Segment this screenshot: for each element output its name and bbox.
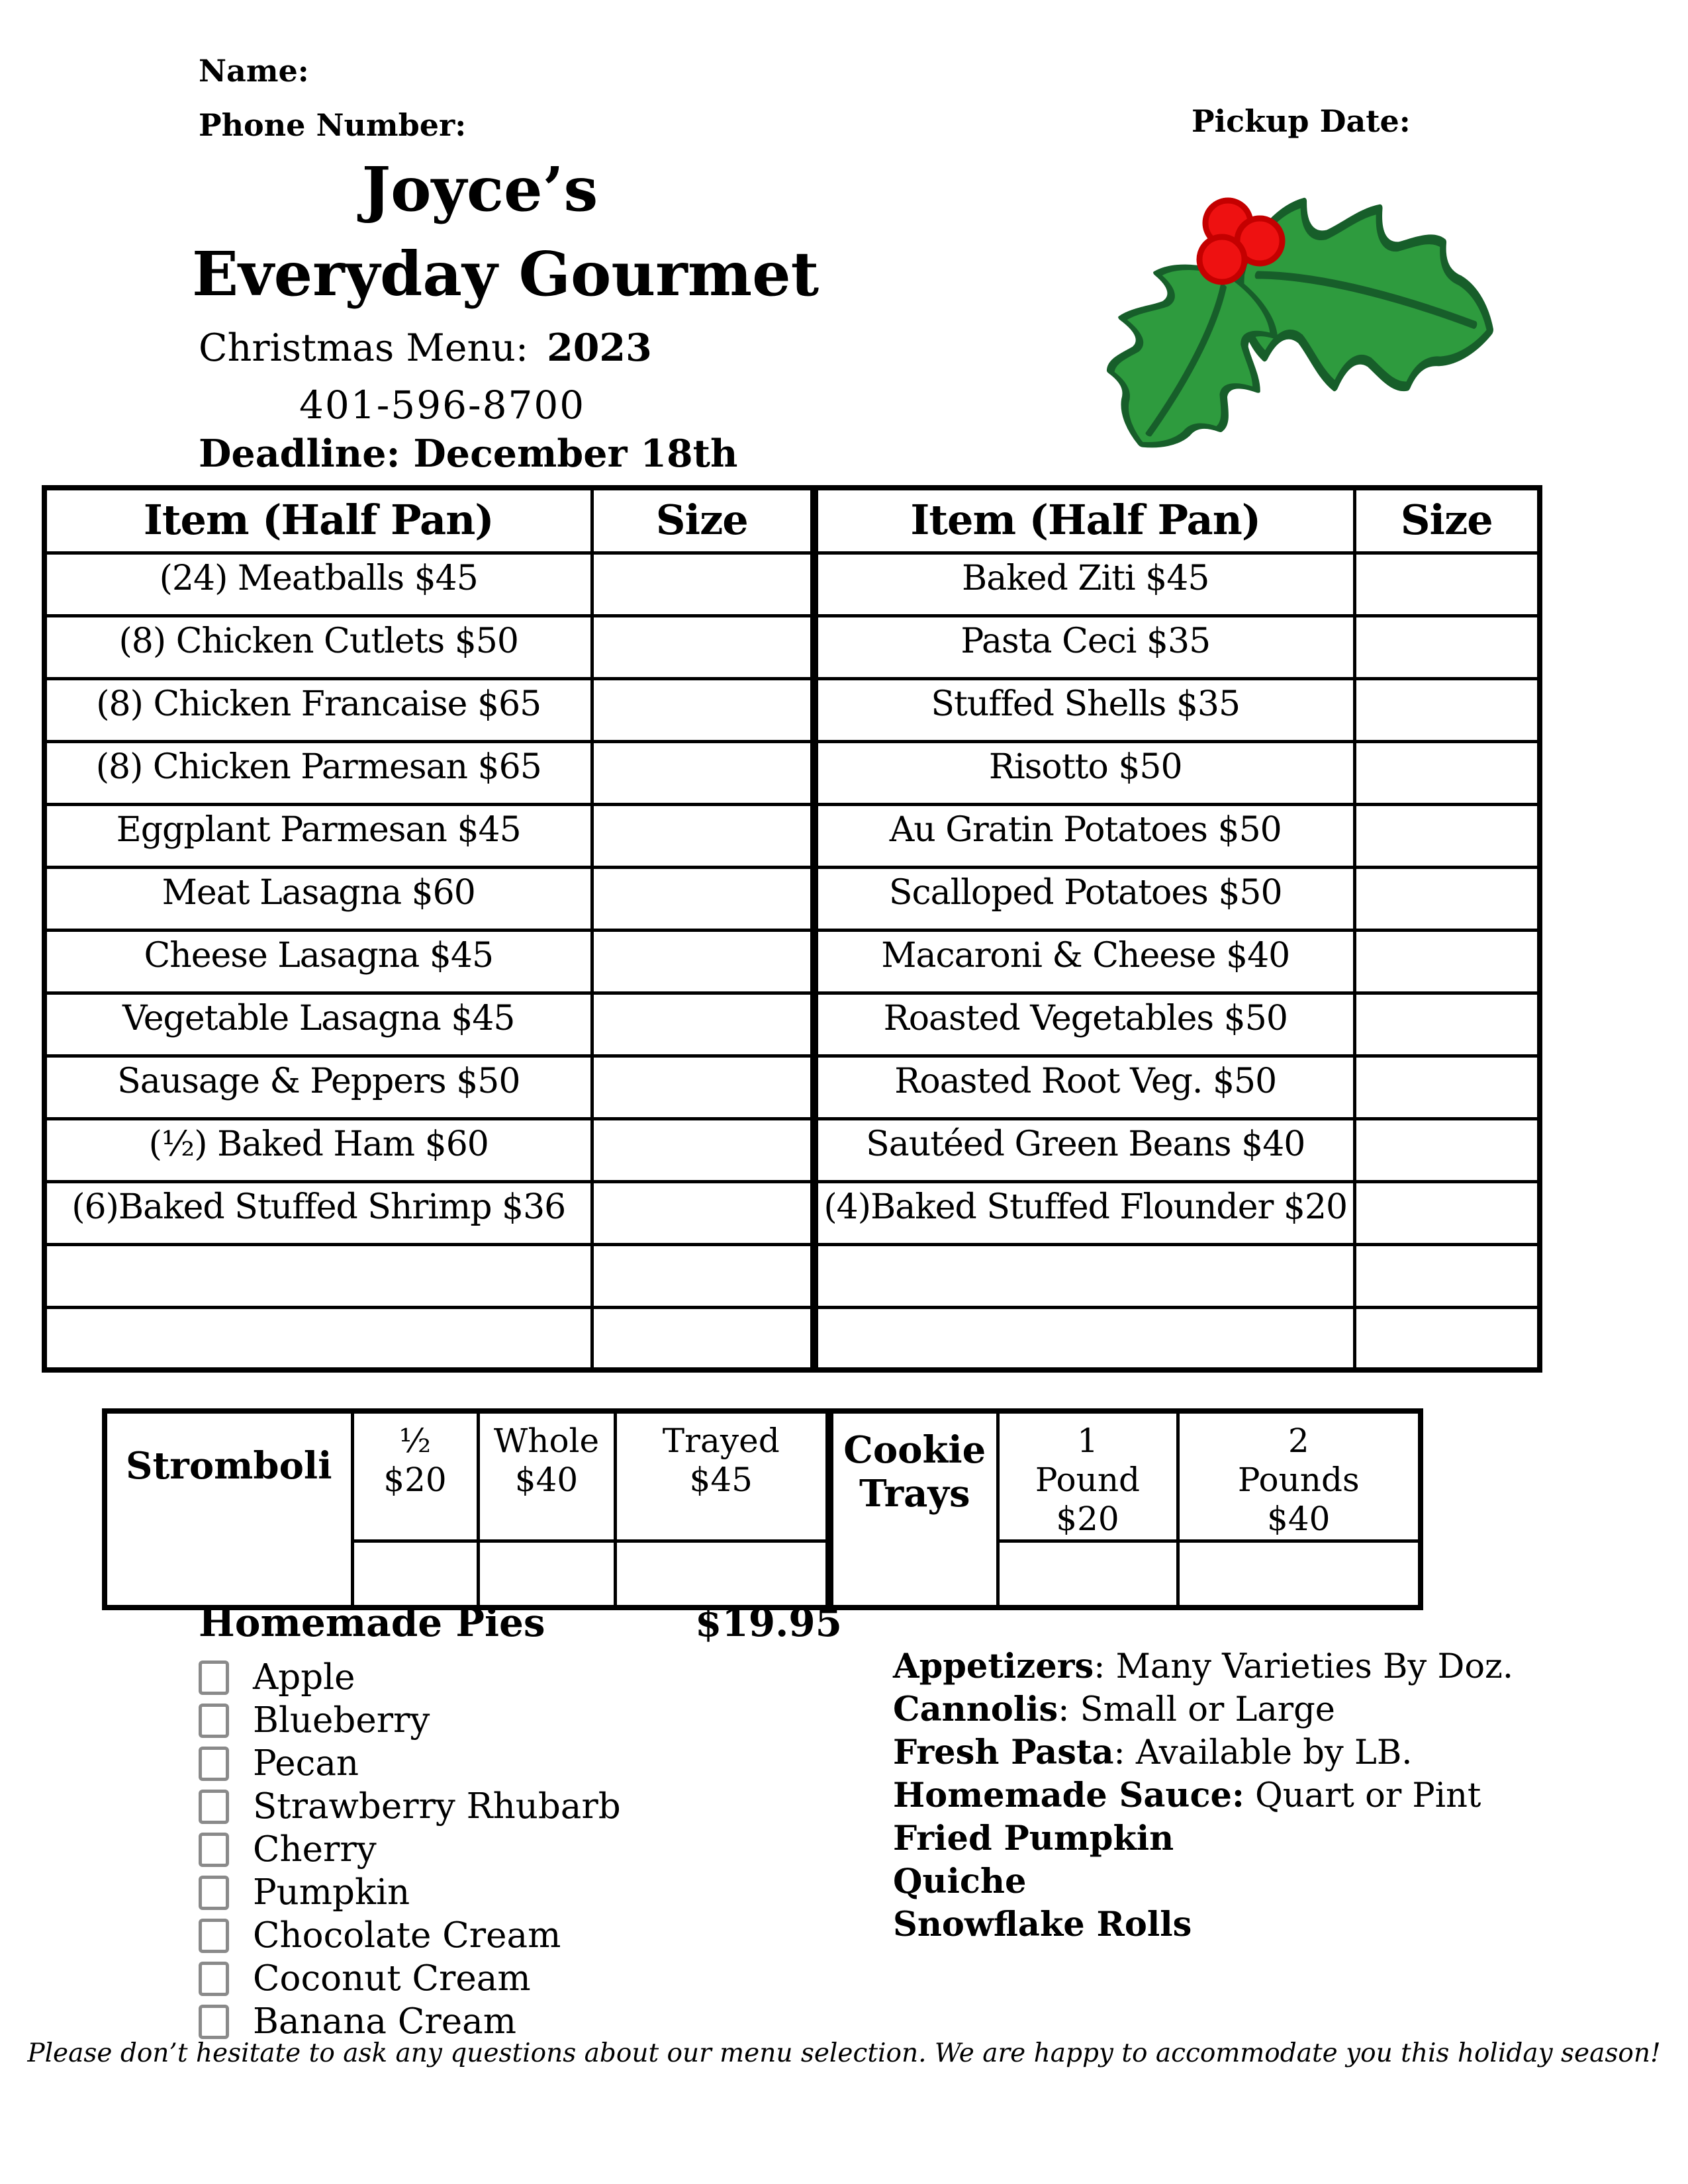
option-size: Pounds (1237, 1461, 1360, 1499)
stromboli-cookie-table (102, 1408, 1423, 1610)
size-input-cell[interactable] (592, 1307, 814, 1370)
size-input-cell[interactable] (592, 678, 814, 741)
offering-label: Appetizers (893, 1647, 1094, 1686)
list-item (893, 1776, 1522, 1819)
size-input-cell[interactable] (592, 1118, 814, 1181)
option-price: $45 (689, 1461, 753, 1499)
menu-item-cell: (24) Meatballs $45 (44, 553, 592, 615)
footer-note: Please don’t hesitate to ask any questions about our menu selection. We are happy to accommodate you this holiday season! (27, 2038, 1661, 2068)
table-row (44, 741, 1540, 804)
list-item (199, 1742, 880, 1785)
offering-detail: : Available by LB. (1113, 1733, 1413, 1772)
option-price: $40 (1267, 1500, 1331, 1538)
menu-item-cell: Risotto $50 (814, 741, 1354, 804)
menu-item-cell: Stuffed Shells $35 (814, 678, 1354, 741)
pie-checkbox-banana-cream[interactable] (199, 2005, 229, 2039)
menu-item-cell: Au Gratin Potatoes $50 (814, 804, 1354, 867)
size-input-cell[interactable] (1354, 867, 1540, 930)
menu-item-cell: Vegetable Lasagna $45 (44, 993, 592, 1056)
menu-title-label: Christmas Menu: (199, 326, 529, 370)
pie-flavor-label: Chocolate Cream (253, 1915, 561, 1956)
list-item (893, 1690, 1522, 1733)
pie-checkbox-pecan[interactable] (199, 1747, 229, 1781)
list-item (199, 1656, 880, 1699)
table-row (44, 993, 1540, 1056)
list-item (199, 1914, 880, 1957)
size-input-cell[interactable] (592, 1181, 814, 1244)
pie-flavor-list (199, 1656, 880, 2043)
menu-item-cell: Macaroni & Cheese $40 (814, 930, 1354, 993)
list-item (893, 1862, 1522, 1905)
size-input-cell[interactable] (592, 993, 814, 1056)
offering-label: Cannolis (893, 1690, 1058, 1729)
pies-heading (199, 1600, 880, 1645)
menu-item-cell: (4)Baked Stuffed Flounder $20 (814, 1181, 1354, 1244)
stromboli-half-qty-cell[interactable] (352, 1541, 478, 1608)
menu-item-cell: (6)Baked Stuffed Shrimp $36 (44, 1181, 592, 1244)
stromboli-half-header (352, 1411, 478, 1541)
size-input-cell[interactable] (592, 1056, 814, 1118)
cookie-trays-label: Cookie Trays (829, 1411, 998, 1608)
phone-field-label: Phone Number: (199, 107, 467, 143)
offering-label: Homemade Sauce: (893, 1776, 1244, 1815)
pie-flavor-label: Pecan (253, 1743, 359, 1784)
pie-checkbox-blueberry[interactable] (199, 1704, 229, 1738)
business-name-line2: Everyday Gourmet (192, 238, 820, 310)
business-name-line1: Joyce’s (361, 154, 598, 225)
menu-item-cell: Roasted Root Veg. $50 (814, 1056, 1354, 1118)
offering-label: Fresh Pasta (893, 1733, 1114, 1772)
offering-label: Snowflake Rolls (893, 1905, 1192, 1944)
write-in-item-cell[interactable] (44, 1244, 592, 1307)
pie-checkbox-pumpkin[interactable] (199, 1876, 229, 1910)
cookie-1lb-qty-cell[interactable] (998, 1541, 1178, 1608)
table-header-row (44, 488, 1540, 553)
offering-label: Quiche (893, 1862, 1027, 1901)
size-input-cell[interactable] (1354, 804, 1540, 867)
pies-price: $19.95 (695, 1600, 842, 1645)
cookie-2lb-qty-cell[interactable] (1178, 1541, 1421, 1608)
size-input-cell[interactable] (1354, 930, 1540, 993)
list-item (893, 1647, 1522, 1690)
menu-item-cell: (8) Chicken Francaise $65 (44, 678, 592, 741)
name-field-label: Name: (199, 53, 309, 89)
menu-item-cell: Cheese Lasagna $45 (44, 930, 592, 993)
size-input-cell[interactable] (1354, 1118, 1540, 1181)
size-input-cell[interactable] (1354, 553, 1540, 615)
table-row-empty (44, 1307, 1540, 1370)
list-item (199, 1957, 880, 2000)
option-size: ½ (399, 1422, 432, 1460)
list-item (199, 1699, 880, 1742)
option-size: Trayed (662, 1422, 780, 1460)
pies-title: Homemade Pies (199, 1600, 545, 1645)
menu-item-cell: (½) Baked Ham $60 (44, 1118, 592, 1181)
table-row (44, 1118, 1540, 1181)
stromboli-trayed-qty-cell[interactable] (615, 1541, 829, 1608)
pie-flavor-label: Strawberry Rhubarb (253, 1786, 621, 1827)
write-in-item-cell[interactable] (44, 1307, 592, 1370)
col-header-item-left: Item (Half Pan) (44, 488, 592, 553)
pie-checkbox-strawberry-rhubarb[interactable] (199, 1790, 229, 1824)
pie-flavor-label: Banana Cream (253, 2001, 516, 2042)
size-input-cell[interactable] (592, 804, 814, 867)
list-item (893, 1733, 1522, 1776)
stromboli-trayed-header (615, 1411, 829, 1541)
table-row (44, 615, 1540, 678)
table-row-empty (44, 1244, 1540, 1307)
size-input-cell[interactable] (1354, 1056, 1540, 1118)
option-size: 2 (1288, 1422, 1309, 1460)
stromboli-whole-header (478, 1411, 615, 1541)
pickup-date-field-label: Pickup Date: (1192, 103, 1411, 139)
size-input-cell[interactable] (592, 553, 814, 615)
size-input-cell[interactable] (1354, 615, 1540, 678)
table-row (44, 804, 1540, 867)
list-item (199, 2000, 880, 2043)
pies-section (199, 1600, 880, 2043)
table-row (44, 930, 1540, 993)
size-input-cell[interactable] (1354, 678, 1540, 741)
pie-checkbox-apple[interactable] (199, 1661, 229, 1695)
table-row (44, 867, 1540, 930)
table-row (44, 553, 1540, 615)
menu-item-cell: Sausage & Peppers $50 (44, 1056, 592, 1118)
size-input-cell[interactable] (1354, 741, 1540, 804)
menu-item-cell: Sautéed Green Beans $40 (814, 1118, 1354, 1181)
size-input-cell[interactable] (592, 741, 814, 804)
pie-checkbox-chocolate-cream[interactable] (199, 1919, 229, 1953)
size-input-cell[interactable] (1354, 1307, 1540, 1370)
menu-item-cell: Eggplant Parmesan $45 (44, 804, 592, 867)
pie-checkbox-coconut-cream[interactable] (199, 1962, 229, 1996)
list-item (199, 1785, 880, 1828)
option-size: Pound (1035, 1461, 1141, 1499)
stromboli-label: Stromboli (105, 1411, 352, 1608)
menu-item-cell: (8) Chicken Cutlets $50 (44, 615, 592, 678)
half-pan-order-table (42, 485, 1542, 1373)
pie-flavor-label: Cherry (253, 1829, 377, 1870)
menu-item-cell: Scalloped Potatoes $50 (814, 867, 1354, 930)
menu-item-cell: Pasta Ceci $35 (814, 615, 1354, 678)
business-phone: 401-596-8700 (299, 383, 586, 428)
list-item (893, 1905, 1522, 1948)
menu-year: 2023 (547, 326, 652, 370)
col-header-size-right: Size (1354, 488, 1540, 553)
cookie-2lb-header (1178, 1411, 1421, 1541)
pie-flavor-label: Blueberry (253, 1700, 430, 1741)
write-in-item-cell[interactable] (814, 1244, 1354, 1307)
pie-checkbox-cherry[interactable] (199, 1833, 229, 1867)
table-row (44, 1181, 1540, 1244)
option-price: $20 (383, 1461, 447, 1499)
list-item (199, 1871, 880, 1914)
stromboli-whole-qty-cell[interactable] (478, 1541, 615, 1608)
cookie-1lb-header (998, 1411, 1178, 1541)
option-price: $40 (514, 1461, 579, 1499)
order-deadline: Deadline: December 18th (199, 432, 738, 476)
size-input-cell[interactable] (1354, 1244, 1540, 1307)
size-input-cell[interactable] (592, 867, 814, 930)
size-input-cell[interactable] (1354, 1181, 1540, 1244)
pie-flavor-label: Apple (253, 1657, 355, 1698)
table-row (44, 678, 1540, 741)
menu-item-cell: Baked Ziti $45 (814, 553, 1354, 615)
extras-header-row (105, 1411, 1421, 1541)
option-size: 1 (1077, 1422, 1098, 1460)
option-price: $20 (1056, 1500, 1119, 1538)
menu-item-cell: Meat Lasagna $60 (44, 867, 592, 930)
menu-item-cell: Roasted Vegetables $50 (814, 993, 1354, 1056)
offering-label: Fried Pumpkin (893, 1819, 1174, 1858)
other-offerings-list (893, 1647, 1522, 1948)
offering-detail: : Small or Large (1058, 1690, 1335, 1729)
option-size: Whole (493, 1422, 600, 1460)
table-row (44, 1056, 1540, 1118)
menu-title (199, 326, 652, 370)
menu-item-cell: (8) Chicken Parmesan $65 (44, 741, 592, 804)
list-item (199, 1828, 880, 1871)
offering-detail: Quart or Pint (1244, 1776, 1481, 1815)
col-header-item-right: Item (Half Pan) (814, 488, 1354, 553)
list-item (893, 1819, 1522, 1862)
size-input-cell[interactable] (1354, 993, 1540, 1056)
pie-flavor-label: Coconut Cream (253, 1958, 531, 1999)
holly-illustration (1074, 191, 1504, 469)
size-input-cell[interactable] (592, 615, 814, 678)
col-header-size-left: Size (592, 488, 814, 553)
pie-flavor-label: Pumpkin (253, 1872, 410, 1913)
write-in-item-cell[interactable] (814, 1307, 1354, 1370)
size-input-cell[interactable] (592, 930, 814, 993)
size-input-cell[interactable] (592, 1244, 814, 1307)
offering-detail: : Many Varieties By Doz. (1094, 1647, 1514, 1686)
